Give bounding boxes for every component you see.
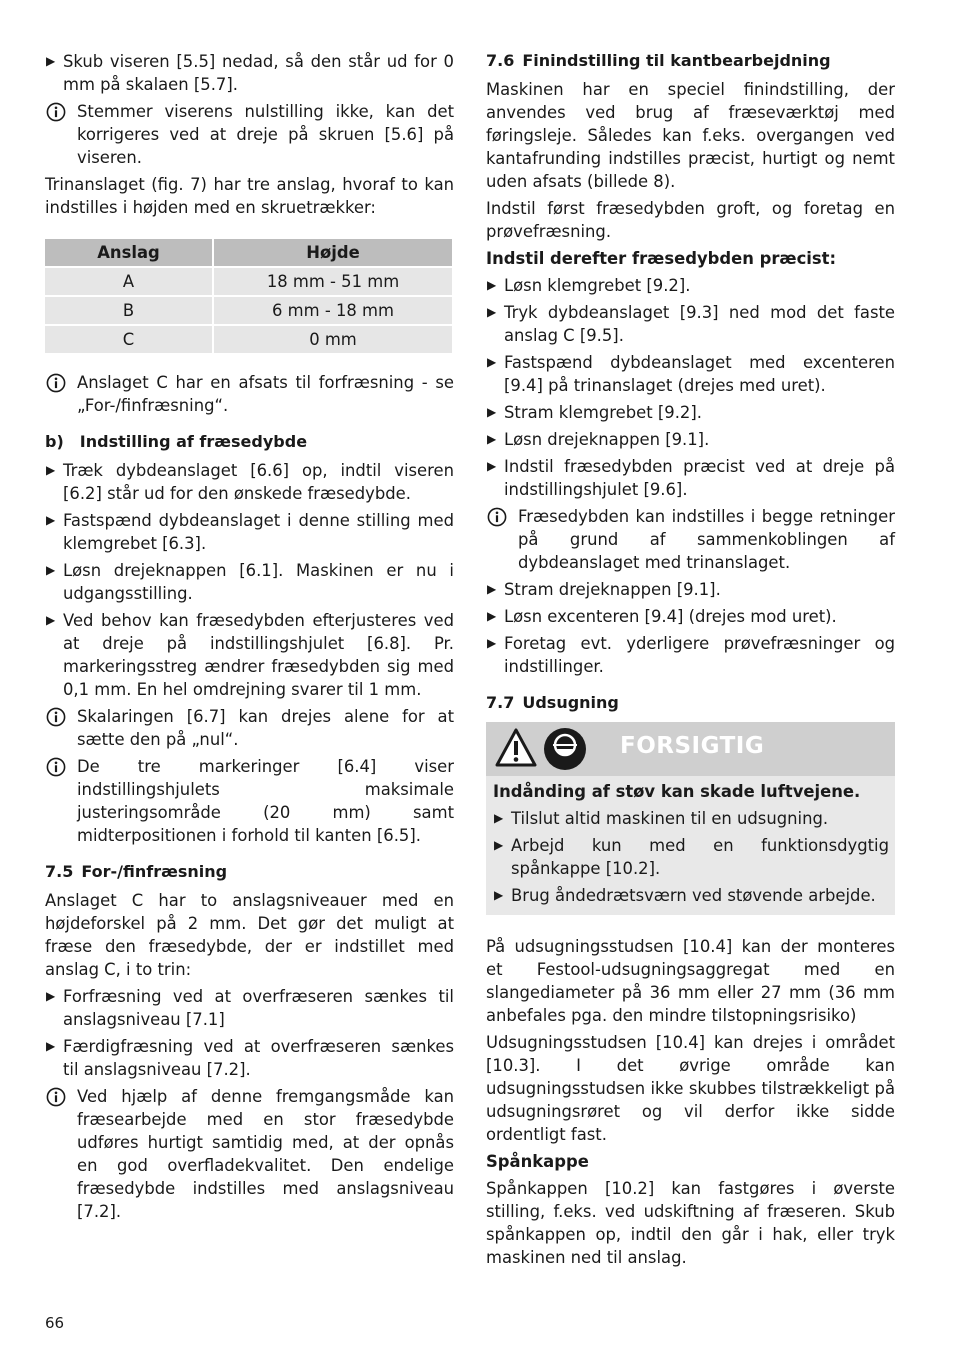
info-icon [46,373,66,393]
table-cell: A [45,268,212,295]
instruction-step: ▶ Indstil fræsedybden præcist ved at dreje på indstillingshjulet [9.6]. [486,455,895,501]
subheading: Spånkappe [486,1152,589,1171]
warning-body [486,776,895,907]
page-number: 66 [45,1314,65,1332]
info-note [45,755,454,847]
table-cell: 6 mm - 18 mm [214,297,452,324]
info-note [45,371,454,417]
table-header: Anslag [45,239,212,266]
warning-header [486,722,895,776]
left-column [45,50,454,1227]
section-heading: 7.6 Finindstilling til kantbearbejdning [486,51,831,70]
table-cell: B [45,297,212,324]
stop-height-table [43,237,454,355]
info-text: Ved hjælp af denne fremgangsmåde kan fræsearbejde med en stor fræsedybde udføres hurtigt samtidig med, at der opnås en god overfladekvalitet. Den endelige fræsedybde indstilles med anslagsniveau [7.2]. [77,1087,454,1221]
info-text: Anslaget C har en afsats til forfræsning - se „For-/finfræsning“. [77,373,454,415]
info-icon [46,1087,66,1107]
instruction-step: ▶ Foretag evt. yderligere prøvefræsninger og indstillinger. [486,632,895,678]
info-note [45,1085,454,1223]
paragraph: Spånkappen [10.2] kan fastgøres i øverste stilling, f.eks. ved udskiftning af fræseren. Skub spånkappen op, indtil den går i hak, eller tryk maskinen ned til anslag. [486,1179,895,1267]
table-cell: 18 mm - 51 mm [214,268,452,295]
instruction-step: ▶ Løsn excenteren [9.4] (drejes mod uret). [486,605,895,628]
info-note [45,705,454,751]
info-icon [46,707,66,727]
paragraph: På udsugningsstudsen [10.4] kan der monteres et Festool-udsugningsaggregat med en slangediameter på 36 mm eller 27 mm (36 mm anbefales pga. den mindre tilstopningsrisiko) [486,937,895,1025]
info-text: Skalaringen [6.7] kan drejes alene for at sætte den på „nul“. [77,707,454,749]
table-cell: 0 mm [214,326,452,353]
right-column [486,50,895,1273]
info-icon [487,507,507,527]
table-header-row [45,239,452,266]
subheading: Indstil derefter fræsedybden præcist: [486,249,837,268]
instruction-step: ▶ Fastspænd dybdeanslaget med excenteren [9.4] på trinanslaget (drejes med uret). [486,351,895,397]
instruction-step: ▶ Ved behov kan fræsedybden efterjusteres ved at dreje på indstillingshjulet [6.8]. Pr. markeringsstreg ændrer fræsedybden sig med 0,1 mm. En hel omdrejning svarer til 1 mm. [45,609,454,701]
section-heading: 7.7 Udsugning [486,693,619,712]
instruction-step: ▶ Løsn drejeknappen [9.1]. [486,428,895,451]
info-icon [46,102,66,122]
paragraph: Udsugningsstudsen [10.4] kan drejes i området [10.3]. I det øvrige område kan udsugningsstudsen ikke skubbes tilstrækkeligt på udsugningsrøret og vil derfor ikke sidde ordentligt fast. [486,1033,895,1144]
instruction-step: ▶ Forfræsning ved at overfræseren sænkes til anslagsniveau [7.1] [45,985,454,1031]
warning-subtitle: Indånding af støv kan skade luftvejene. [493,782,861,801]
table-row [45,268,452,295]
instruction-step: ▶ Stram drejeknappen [9.1]. [486,578,895,601]
instruction-step: ▶ Stram klemgrebet [9.2]. [486,401,895,424]
info-text: Fræsedybden kan indstilles i begge retninger på grund af sammenkoblingen af dybdeanslaget med trinanslaget. [518,507,895,572]
warning-triangle-icon [494,727,538,769]
paragraph: Indstil først fræsedybden groft, og foretag en prøvefræsning. [486,199,895,241]
info-icon [46,757,66,777]
paragraph: Maskinen har en speciel finindstilling, der anvendes ved brug af fræseværktøj med føringsleje. Således kan f.eks. overgangen ved kantafrunding indstilles præcist, hurtigt og nemt uden afsats (billede 8). [486,80,895,191]
info-note [45,100,454,169]
warning-item: ▶ Arbejd kun med en funktionsdygtig spånkappe [10.2]. [493,834,889,880]
warning-box [486,722,895,915]
section-heading: 7.5 For-/finfræsning [45,862,228,881]
instruction-step: ▶ Løsn klemgrebet [9.2]. [486,274,895,297]
table-row [45,326,452,353]
table-cell: C [45,326,212,353]
warning-item: ▶ Tilslut altid maskinen til en udsugning. [493,807,889,830]
instruction-step: ▶ Træk dybdeanslaget [6.6] op, indtil viseren [6.2] står ud for den ønskede fræsedybde. [45,459,454,505]
info-text: De tre markeringer [6.4] viser indstillingshjulets maksimale justeringsområde (20 mm) samt midterpositionen i forhold til kanten [6.5]. [77,757,454,845]
instruction-step: ▶ Løsn drejeknappen [6.1]. Maskinen er nu i udgangsstilling. [45,559,454,605]
table-header: Højde [214,239,452,266]
respirator-mask-icon [543,727,587,771]
paragraph: Anslaget C har to anslagsniveauer med en højdeforskel på 2 mm. Det gør det muligt at fræse den fræsedybde, der er indstillet med anslag C, i to trin: [45,891,454,979]
paragraph: Trinanslaget (fig. 7) har tre anslag, hvoraf to kan indstilles i højden med en skruetrækker: [45,175,454,217]
table-row [45,297,452,324]
instruction-step: ▶ Tryk dybdeanslaget [9.3] ned mod det faste anslag C [9.5]. [486,301,895,347]
instruction-step: ▶ Skub viseren [5.5] nedad, så den står ud for 0 mm på skalaen [5.7]. [45,50,454,96]
info-note [486,505,895,574]
warning-item: ▶ Brug åndedrætsværn ved støvende arbejde. [493,884,889,907]
warning-title: FORSIGTIG [620,733,765,759]
info-text: Stemmer viserens nulstilling ikke, kan det korrigeres ved at dreje på skruen [5.6] på viseren. [77,102,454,167]
section-heading: b) Indstilling af fræsedybde [45,432,308,451]
instruction-step: ▶ Færdigfræsning ved at overfræseren sænkes til anslagsniveau [7.2]. [45,1035,454,1081]
instruction-step: ▶ Fastspænd dybdeanslaget i denne stilling med klemgrebet [6.3]. [45,509,454,555]
